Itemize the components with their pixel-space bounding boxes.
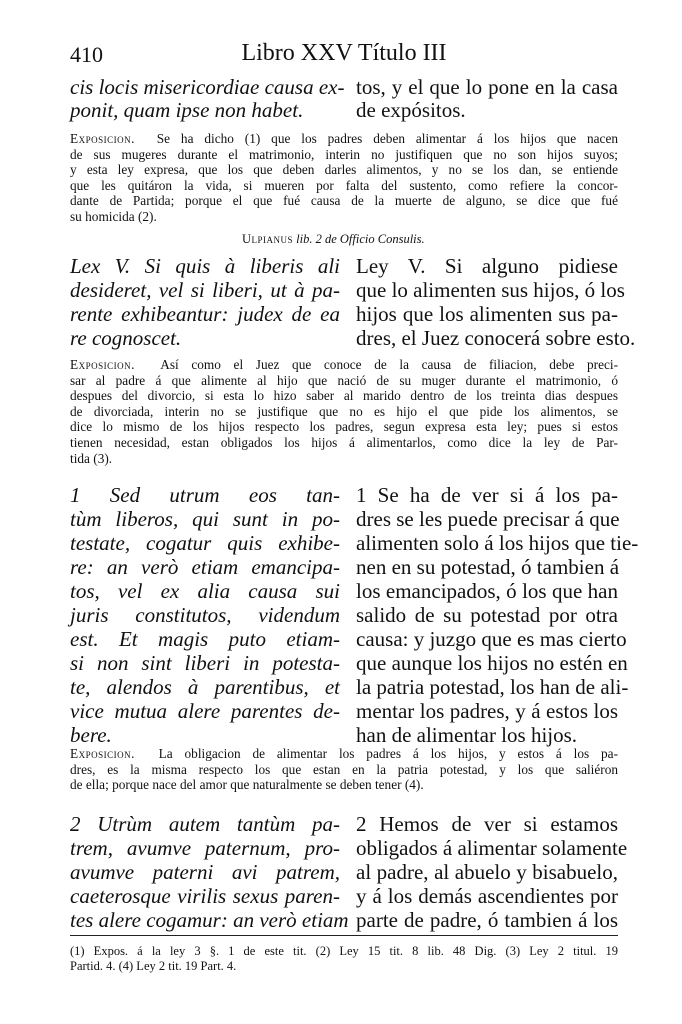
latin-line: bere. bbox=[70, 723, 112, 747]
latin-line: est. Et magis puto etiam- bbox=[70, 627, 340, 651]
exposicion-line: tida (3). bbox=[70, 450, 113, 466]
latin-line: cis locis misericordiae causa ex- bbox=[70, 75, 345, 99]
spanish-column bbox=[356, 812, 628, 932]
exposicion-line: dres, es la misma respecto los que estan en la patria potestad, y los que saliéron bbox=[70, 761, 618, 777]
footnote-line: (1) Expos. á la ley 3 §. 1 de este tit. (2) Ley 15 tit. 8 lib. 48 Dig. (3) Ley 2 titul. 19 bbox=[70, 944, 618, 958]
page-number: 410 bbox=[70, 42, 103, 67]
section-2-block bbox=[70, 812, 628, 932]
top-continuation bbox=[70, 76, 618, 124]
latin-line: re: an verò etiam emancipa- bbox=[70, 555, 340, 579]
spanish-line: 2 Hemos de ver si estamos bbox=[356, 812, 618, 836]
spanish-line: mentar los padres, y á estos los bbox=[356, 699, 618, 723]
section-1-block bbox=[70, 483, 639, 747]
exposicion-line: de ella; porque nace del amor que naturalmente se deben tener (4). bbox=[70, 777, 424, 793]
latin-line: caeterosque virilis sexus paren- bbox=[70, 884, 340, 908]
latin-line: trem, avumve paternum, pro- bbox=[70, 836, 340, 860]
latin-line: te, alendos à parentibus, et bbox=[70, 675, 340, 699]
spanish-line: que lo alimenten sus hijos, ó los bbox=[356, 278, 625, 302]
exposicion-label: Exposicion. bbox=[70, 357, 135, 372]
exposicion-line: de divorciada, interin no se justifique que no es hijo el que pide los alimentos, se bbox=[70, 403, 618, 419]
latin-column bbox=[70, 483, 340, 747]
latin-column bbox=[70, 75, 345, 122]
latin-column bbox=[70, 254, 340, 350]
spanish-line: hijos que los alimenten sus pa- bbox=[356, 302, 618, 326]
latin-line: Lex V. Si quis à liberis ali bbox=[70, 254, 340, 278]
spanish-column bbox=[356, 254, 636, 350]
latin-line: vice mutua alere parentes de- bbox=[70, 699, 340, 723]
spanish-column bbox=[356, 483, 639, 747]
exposicion-line: Exposicion. La obligacion de alimentar los padres á los hijos, y estos á los pa- bbox=[70, 746, 619, 761]
latin-line: si non sint liberi in potesta- bbox=[70, 651, 340, 675]
spanish-line: dres se les puede precisar á que bbox=[356, 507, 620, 531]
spanish-line: y á los demás ascendientes por bbox=[356, 884, 618, 908]
spanish-line: alimenten solo á los hijos que tie- bbox=[356, 531, 639, 555]
exposicion-label: Exposicion. bbox=[70, 131, 135, 146]
exposicion-line: y esta ley expresa, que los que deben darles alimentos, y no se los dan, se entiende bbox=[70, 162, 618, 178]
author-name: Ulpianus bbox=[242, 232, 294, 246]
page-header bbox=[70, 40, 618, 72]
exposicion-line: que les quitáron la vida, si mueren por falta del sustento, como refiere la concor- bbox=[70, 177, 618, 193]
exposicion-line: Exposicion. Se ha dicho (1) que los padres deben alimentar á los hijos que nacen bbox=[70, 131, 618, 146]
spanish-line: de expósitos. bbox=[356, 98, 466, 122]
spanish-line: dres, el Juez conocerá sobre esto. bbox=[356, 326, 636, 350]
spanish-line: que aunque los hijos no estén en bbox=[356, 651, 628, 675]
latin-line: 1 Sed utrum eos tan- bbox=[70, 483, 340, 507]
footnote-divider bbox=[70, 935, 618, 936]
spanish-line: los emancipados, ó los que han bbox=[356, 579, 618, 603]
latin-line: tes alere cogamur: an verò etiam bbox=[70, 908, 349, 932]
exposicion-line: de sus mugeres durante el matrimonio, interin no justifiquen que no son hijos suyos; bbox=[70, 146, 618, 162]
spanish-line: salido de su potestad por otra bbox=[356, 603, 618, 627]
spanish-column bbox=[356, 76, 618, 122]
latin-line: 2 Utrùm autem tantùm pa- bbox=[70, 812, 340, 836]
exposicion-paragraph bbox=[70, 131, 618, 225]
latin-column bbox=[70, 812, 349, 932]
latin-line: testate, cogatur quis exhibe- bbox=[70, 531, 340, 555]
spanish-line: tos, y el que lo pone en la casa bbox=[356, 75, 618, 99]
latin-line: juris constitutos, videndum bbox=[70, 603, 340, 627]
latin-line: tos, vel ex alia causa sui bbox=[70, 579, 340, 603]
latin-line: avumve paterni avi patrem, bbox=[70, 860, 340, 884]
latin-line: tùm liberos, qui sunt in po- bbox=[70, 507, 340, 531]
spanish-line: nen en su potestad, ó tambien á bbox=[356, 555, 620, 579]
spanish-line: Ley V. Si alguno pidiese bbox=[356, 254, 618, 278]
latin-line: rente exhibeantur: judex de ea bbox=[70, 302, 340, 326]
running-title: Libro XXV Título III bbox=[241, 40, 447, 66]
lex-v-block bbox=[70, 254, 636, 354]
exposicion-line: dante de Partida; porque el que fué causa de la muerte de alguno, se dice que fué bbox=[70, 193, 618, 209]
spanish-line: al padre, al abuelo y bisabuelo, bbox=[356, 860, 618, 884]
latin-line: re cognoscet. bbox=[70, 326, 182, 350]
latin-line: desideret, vel si liberi, ut à pa- bbox=[70, 278, 340, 302]
exposicion-line: sar al padre á que alimente al hijo que nació de su muger durante el matrimonio, ó bbox=[70, 372, 618, 388]
exposicion-label: Exposicion. bbox=[70, 746, 135, 761]
spanish-line: han de alimentar los hijos. bbox=[356, 723, 578, 747]
spanish-line: parte de padre, ó tambien á los bbox=[356, 908, 618, 932]
footnote-line: Partid. 4. (4) Ley 2 tit. 19 Part. 4. bbox=[70, 959, 237, 973]
exposicion-line: tienen necesidad, estan obligados los hijos á alimentarlos, como dice la ley de Par- bbox=[70, 434, 618, 450]
source-reference: lib. 2 de Officio Consulis. bbox=[296, 232, 425, 246]
exposicion-paragraph bbox=[70, 746, 618, 793]
exposicion-line: dice lo mismo de los hijos respecto los padres, segun expresa esta ley; pues si estos bbox=[70, 419, 618, 435]
spanish-line: causa: y juzgo que es mas cierto bbox=[356, 627, 627, 651]
spanish-line: la patria potestad, los han de ali- bbox=[356, 675, 629, 699]
footnotes bbox=[70, 944, 618, 974]
exposicion-line: Exposicion. Así como el Juez que conoce de la causa de filiacion, debe preci- bbox=[70, 357, 619, 372]
latin-line: ponit, quam ipse non habet. bbox=[70, 98, 304, 122]
ulpianus-source bbox=[242, 232, 425, 247]
spanish-line: obligados á alimentar solamente bbox=[356, 836, 628, 860]
exposicion-line: su homicida (2). bbox=[70, 208, 157, 224]
exposicion-line: despues del divorcio, si esta lo hizo saber al marido dentro de los treinta dias despues bbox=[70, 388, 618, 404]
spanish-line: 1 Se ha de ver si á los pa- bbox=[356, 483, 618, 507]
exposicion-paragraph bbox=[70, 357, 618, 466]
